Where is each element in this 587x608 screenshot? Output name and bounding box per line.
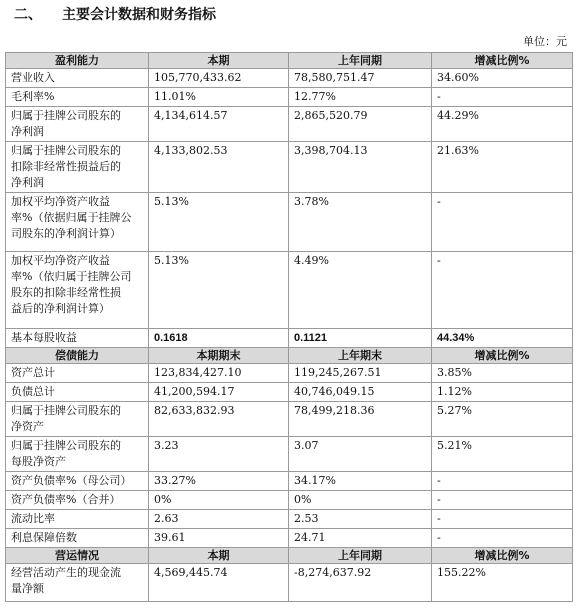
table-row <box>6 88 573 107</box>
table-row <box>6 69 573 88</box>
change-ratio: - <box>432 193 573 252</box>
change-ratio: - <box>432 252 573 329</box>
previous-value: 40,746,049.15 <box>289 383 432 402</box>
current-value: 5.13% <box>149 193 289 252</box>
header-change: 增减比例% <box>432 53 573 69</box>
change-ratio: 155.22% <box>432 564 573 602</box>
metric-label: 归属于挂牌公司股东的 净利润 <box>6 107 149 142</box>
header-metric: 营运情况 <box>6 548 149 564</box>
current-value: 82,633,832.93 <box>149 402 289 437</box>
current-value: 4,569,445.74 <box>149 564 289 602</box>
table-row <box>6 329 573 348</box>
change-ratio: 21.63% <box>432 142 573 193</box>
previous-value: 78,580,751.47 <box>289 69 432 88</box>
current-value: 2.63 <box>149 510 289 529</box>
section-header-row <box>6 348 573 364</box>
previous-value: 3,398,704.13 <box>289 142 432 193</box>
section-number: 二、 <box>14 7 42 23</box>
table-row <box>6 564 573 602</box>
table-row <box>6 142 573 193</box>
previous-value: 2,865,520.79 <box>289 107 432 142</box>
metric-label: 基本每股收益 <box>6 329 149 348</box>
table-row <box>6 402 573 437</box>
previous-value: 0.1121 <box>289 329 432 348</box>
table-row <box>6 437 573 472</box>
change-ratio: - <box>432 491 573 510</box>
header-current: 本期 <box>149 53 289 69</box>
header-metric: 偿债能力 <box>6 348 149 364</box>
header-previous: 上年同期 <box>289 548 432 564</box>
previous-value: 4.49% <box>289 252 432 329</box>
table-row <box>6 107 573 142</box>
change-ratio: 5.27% <box>432 402 573 437</box>
current-value: 39.61 <box>149 529 289 548</box>
table-row <box>6 193 573 252</box>
current-value: 105,770,433.62 <box>149 69 289 88</box>
current-value: 3.23 <box>149 437 289 472</box>
section-header-row <box>6 53 573 69</box>
table-row <box>6 472 573 491</box>
previous-value: 24.71 <box>289 529 432 548</box>
previous-value: 78,499,218.36 <box>289 402 432 437</box>
current-value: 5.13% <box>149 252 289 329</box>
change-ratio: - <box>432 88 573 107</box>
metric-label: 毛利率% <box>6 88 149 107</box>
current-value: 0.1618 <box>149 329 289 348</box>
change-ratio: 5.21% <box>432 437 573 472</box>
section-title: 主要会计数据和财务指标 <box>62 7 216 23</box>
metric-label: 营业收入 <box>6 69 149 88</box>
table-row <box>6 252 573 329</box>
change-ratio: - <box>432 529 573 548</box>
metric-label: 归属于挂牌公司股东的 每股净资产 <box>6 437 149 472</box>
table-row <box>6 383 573 402</box>
previous-value: 119,245,267.51 <box>289 364 432 383</box>
metric-label: 资产总计 <box>6 364 149 383</box>
previous-value: 34.17% <box>289 472 432 491</box>
metric-label: 归属于挂牌公司股东的 净资产 <box>6 402 149 437</box>
current-value: 0% <box>149 491 289 510</box>
header-current: 本期期末 <box>149 348 289 364</box>
table-row <box>6 510 573 529</box>
change-ratio: 44.29% <box>432 107 573 142</box>
metric-label: 利息保障倍数 <box>6 529 149 548</box>
previous-value: 12.77% <box>289 88 432 107</box>
current-value: 4,134,614.57 <box>149 107 289 142</box>
header-current: 本期 <box>149 548 289 564</box>
table-row <box>6 529 573 548</box>
change-ratio: 44.34% <box>432 329 573 348</box>
header-change: 增减比例% <box>432 548 573 564</box>
metric-label: 加权平均净资产收益 率%（依据归属于挂牌公 司股东的净利润计算） <box>6 193 149 252</box>
table-row <box>6 364 573 383</box>
current-value: 123,834,427.10 <box>149 364 289 383</box>
table-row <box>6 491 573 510</box>
header-previous: 上年期末 <box>289 348 432 364</box>
metric-label: 流动比率 <box>6 510 149 529</box>
change-ratio: 1.12% <box>432 383 573 402</box>
header-metric: 盈利能力 <box>6 53 149 69</box>
previous-value: 0% <box>289 491 432 510</box>
metric-label: 负债总计 <box>6 383 149 402</box>
previous-value: 3.07 <box>289 437 432 472</box>
metric-label: 资产负债率%（母公司） <box>6 472 149 491</box>
current-value: 33.27% <box>149 472 289 491</box>
financial-indicators-table <box>5 52 573 602</box>
metric-label: 加权平均净资产收益 率%（依归属于挂牌公司 股东的扣除非经常性损 益后的净利润计算） <box>6 252 149 329</box>
header-change: 增减比例% <box>432 348 573 364</box>
current-value: 4,133,802.53 <box>149 142 289 193</box>
change-ratio: 3.85% <box>432 364 573 383</box>
header-previous: 上年同期 <box>289 53 432 69</box>
change-ratio: 34.60% <box>432 69 573 88</box>
change-ratio: - <box>432 472 573 491</box>
change-ratio: - <box>432 510 573 529</box>
metric-label: 资产负债率%（合并） <box>6 491 149 510</box>
previous-value: 3.78% <box>289 193 432 252</box>
previous-value: 2.53 <box>289 510 432 529</box>
previous-value: -8,274,637.92 <box>289 564 432 602</box>
current-value: 11.01% <box>149 88 289 107</box>
current-value: 41,200,594.17 <box>149 383 289 402</box>
section-header-row <box>6 548 573 564</box>
metric-label: 归属于挂牌公司股东的 扣除非经常性损益后的 净利润 <box>6 142 149 193</box>
metric-label: 经营活动产生的现金流 量净额 <box>6 564 149 602</box>
unit-label: 单位：元 <box>523 35 567 48</box>
